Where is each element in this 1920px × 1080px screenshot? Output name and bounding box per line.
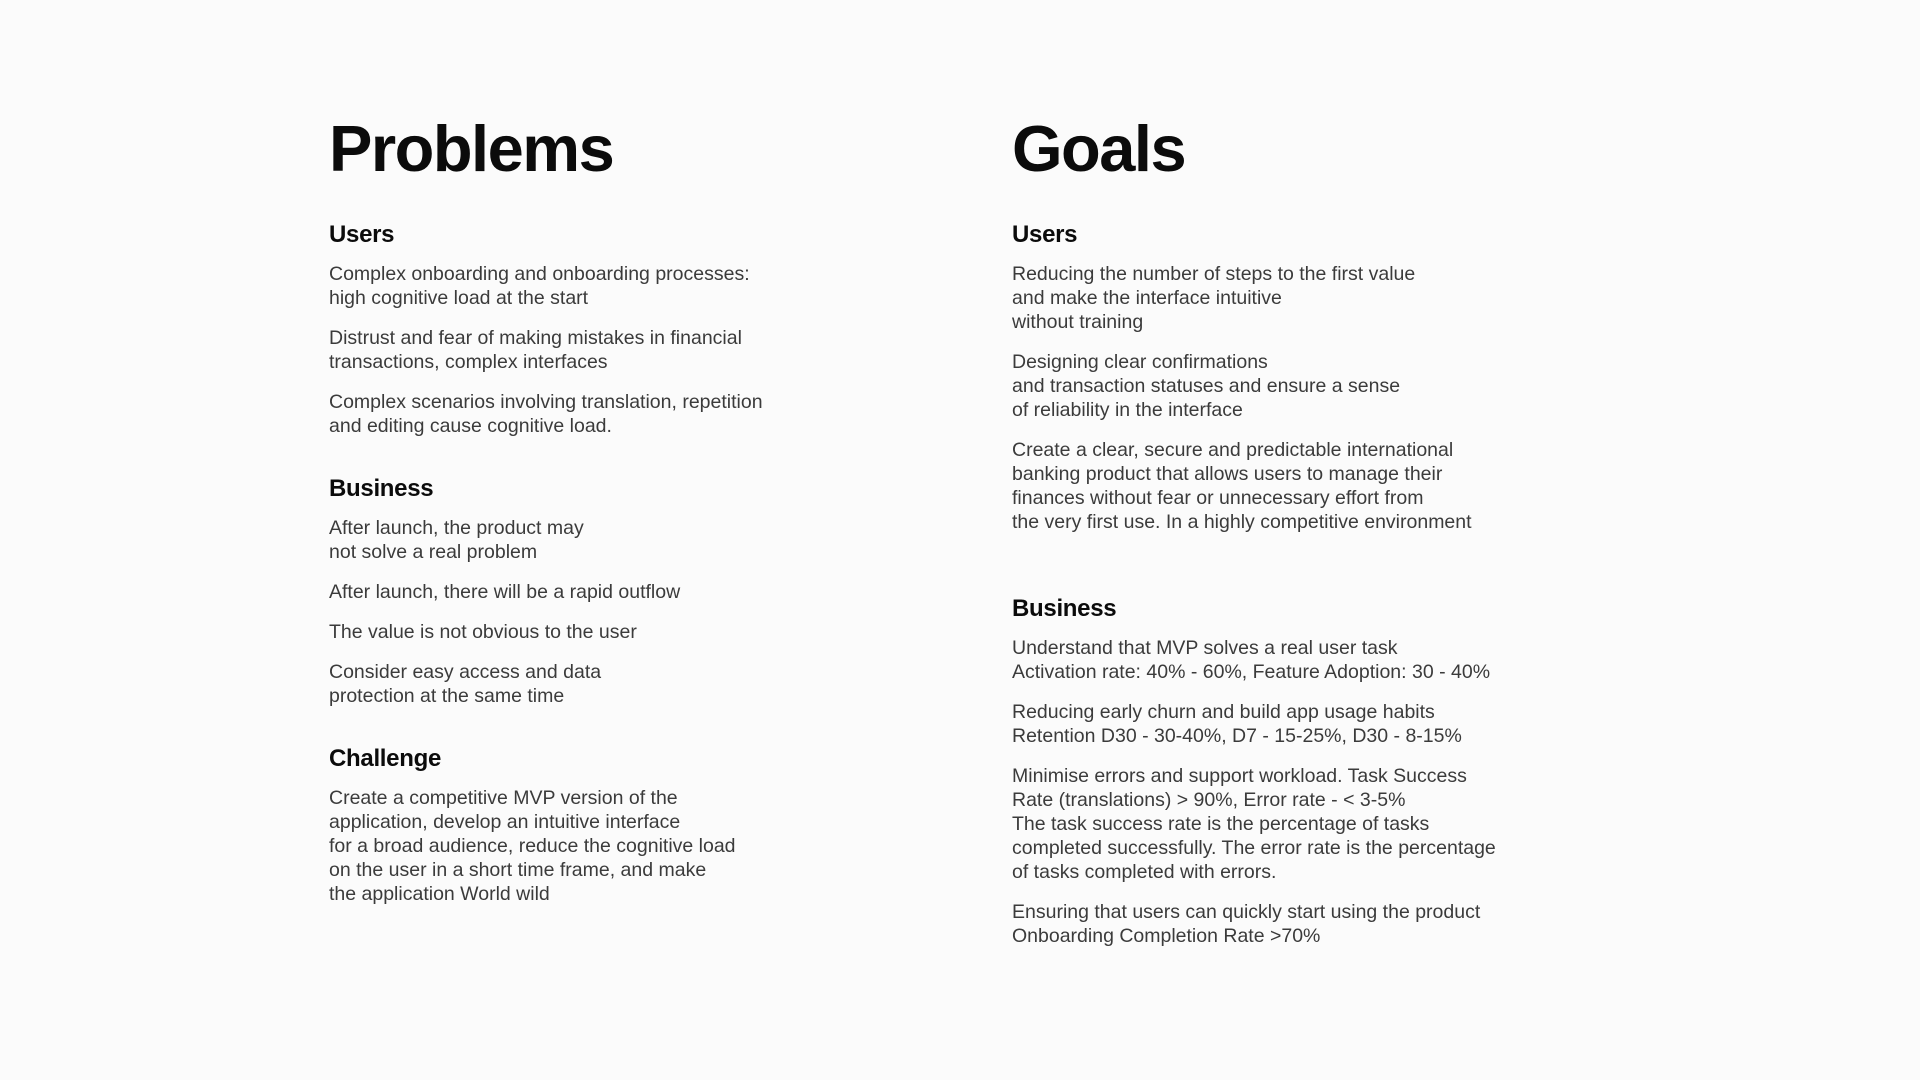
goals-business-heading: Business [1012, 595, 1117, 622]
goals-users-heading: Users [1012, 221, 1078, 248]
goals-users-item: Create a clear, secure and predictable international banking product that allows users to manage their finances without fear or unnecessary effort from the very first use. In a highly competitive environment [1012, 439, 1472, 533]
problems-users-heading: Users [329, 221, 395, 248]
problems-business-item: Consider easy access and data protection at the same time [329, 661, 602, 707]
problems-title: Problems [329, 112, 614, 185]
goals-column [1012, 110, 1632, 948]
problems-column [329, 110, 889, 906]
problems-business-heading: Business [329, 475, 434, 502]
goals-business-item: Minimise errors and support workload. Task Success Rate (translations) > 90%, Error rate - < 3-5% The task success rate is the percentage of tasks completed successfully. The error rate is the percentage of tasks completed with errors. [1012, 765, 1496, 883]
problems-business-item: After launch, the product may not solve a real problem [329, 517, 584, 563]
problems-business-list [329, 516, 889, 708]
problems-users-section [329, 220, 889, 438]
goals-users-list [1012, 262, 1632, 534]
problems-challenge-list [329, 786, 889, 906]
problems-users-item: Distrust and fear of making mistakes in financial transactions, complex interfaces [329, 327, 742, 373]
problems-challenge-section [329, 744, 889, 906]
problems-users-item: Complex onboarding and onboarding processes: high cognitive load at the start [329, 263, 750, 309]
problems-title-wrap [329, 110, 889, 220]
problems-business-section [329, 474, 889, 708]
problems-users-list [329, 262, 889, 438]
problems-business-item: The value is not obvious to the user [329, 621, 637, 643]
goals-title-wrap [1012, 110, 1632, 220]
problems-challenge-heading: Challenge [329, 745, 441, 772]
problems-business-item: After launch, there will be a rapid outflow [329, 581, 681, 603]
goals-title: Goals [1012, 112, 1186, 185]
goals-users-item: Designing clear confirmations and transaction statuses and ensure a sense of reliability in the interface [1012, 351, 1401, 421]
goals-business-item: Ensuring that users can quickly start using the product Onboarding Completion Rate >70% [1012, 901, 1481, 947]
goals-business-list [1012, 636, 1632, 948]
problems-challenge-item: Create a competitive MVP version of the application, develop an intuitive interface for a broad audience, reduce the cognitive load on the user in a short time frame, and make the application World wild [329, 787, 736, 905]
goals-business-section [1012, 594, 1632, 948]
goals-business-item: Reducing early churn and build app usage habits Retention D30 - 30-40%, D7 - 15-25%, D30 - 8-15% [1012, 701, 1462, 747]
problems-users-item: Complex scenarios involving translation, repetition and editing cause cognitive load. [329, 391, 763, 437]
goals-business-item: Understand that MVP solves a real user task Activation rate: 40% - 60%, Feature Adoption: 30 - 40% [1012, 637, 1491, 683]
goals-users-section [1012, 220, 1632, 534]
goals-users-item: Reducing the number of steps to the first value and make the interface intuitive without training [1012, 263, 1416, 333]
